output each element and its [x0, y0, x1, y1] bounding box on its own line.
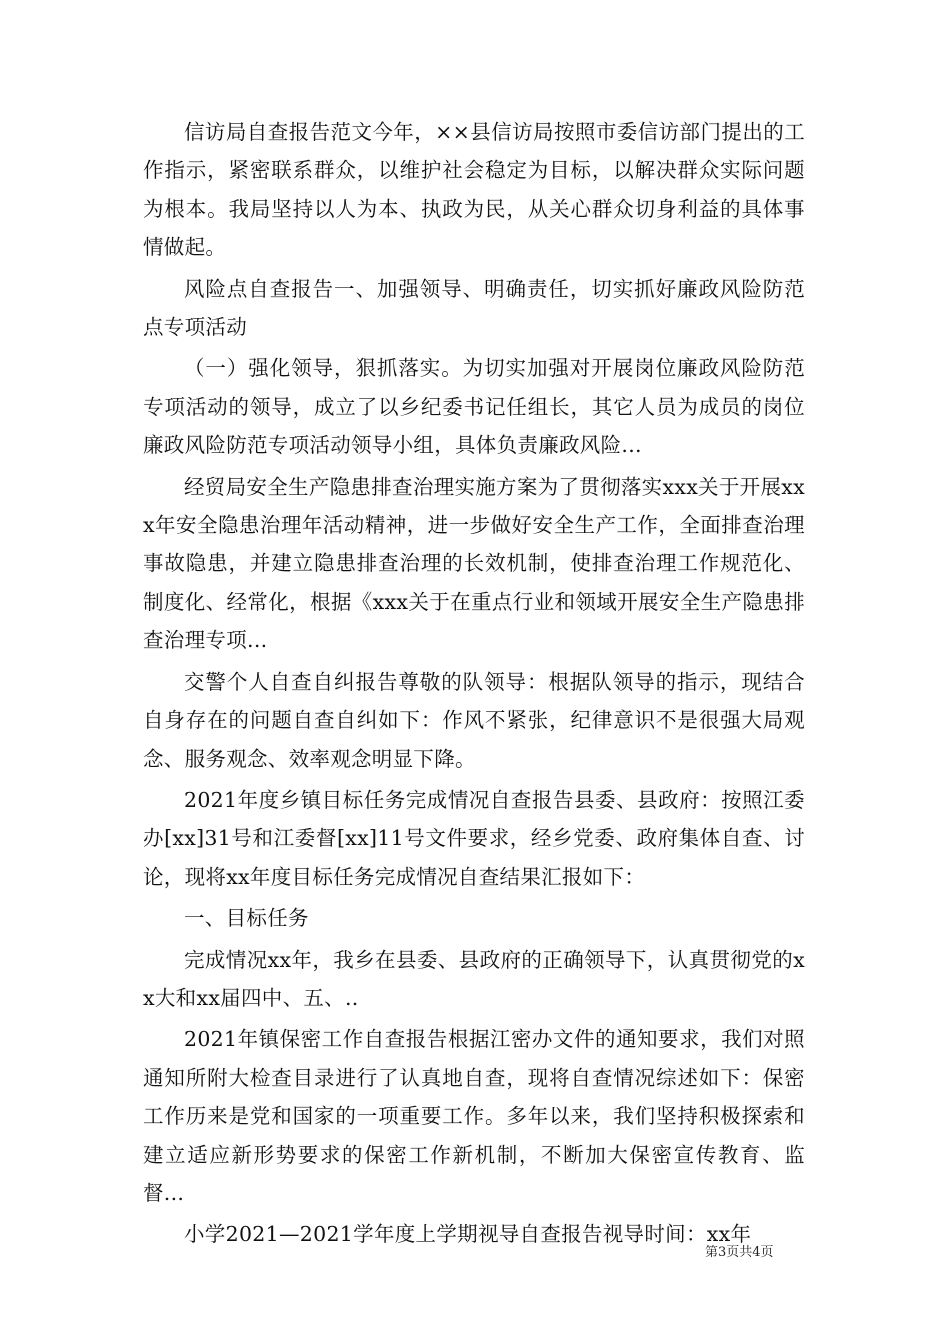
paragraph-risk-report: 风险点自查报告一、加强领导、明确责任，切实抓好廉政风险防范点专项活动: [143, 276, 805, 340]
paragraph-safety-plan: 经贸局安全生产隐患排查治理实施方案为了贯彻落实xxx关于开展xxx年安全隐患治理年活动精神，进一步做好安全生产工作，全面排查治理事故隐患，并建立隐患排查治理的长效机制，使排查治理工作规范化、制度化、经常化，根据《xxx关于在重点行业和领域开展安全生产隐患排查治理专项...: [143, 474, 805, 653]
paragraph-school-inspection: 小学2021—2021学年度上学期视导自查报告视导时间：xx年: [184, 1222, 752, 1247]
paragraph-township-targets: 2021年度乡镇目标任务完成情况自查报告县委、县政府：按照江委办[xx]31号和江委督[xx]11号文件要求，经乡党委、政府集体自查、讨论，现将xx年度目标任务完成情况自查结果汇报如下：: [143, 787, 805, 889]
page-number-footer: 第3页共4页: [705, 1245, 774, 1260]
paragraph-leadership: （一）强化领导，狠抓落实。为切实加强对开展岗位廉政风险防范专项活动的领导，成立了以乡纪委书记任组长，其它人员为成员的岗位廉政风险防范专项活动领导小组，具体负责廉政风险...: [143, 356, 805, 458]
paragraph-traffic-police: 交警个人自查自纠报告尊敬的队领导：根据队领导的指示，现结合自身存在的问题自查自纠如下：作风不紧张，纪律意识不是很强大局观念、服务观念、效率观念明显下降。: [143, 669, 805, 771]
paragraph-target-tasks-heading: 一、目标任务: [184, 906, 309, 931]
document-body: [143, 113, 805, 1257]
paragraph-confidentiality: 2021年镇保密工作自查报告根据江密办文件的通知要求，我们对照通知所附大检查目录进行了认真地自查，现将自查情况综述如下：保密工作历来是党和国家的一项重要工作。多年以来，我们坚持积极探索和建立适应新形势要求的保密工作新机制，不断加大保密宣传教育、监督...: [143, 1027, 805, 1205]
paragraph-petition-report: 信访局自查报告范文今年，××县信访局按照市委信访部门提出的工作指示，紧密联系群众，以维护社会稳定为目标，以解决群众实际问题为根本。我局坚持以人为本、执政为民，从关心群众切身利益的具体事情做起。: [143, 120, 805, 260]
paragraph-completion-status: 完成情况xx年，我乡在县委、县政府的正确领导下，认真贯彻党的xx大和xx届四中、五、..: [143, 947, 805, 1010]
